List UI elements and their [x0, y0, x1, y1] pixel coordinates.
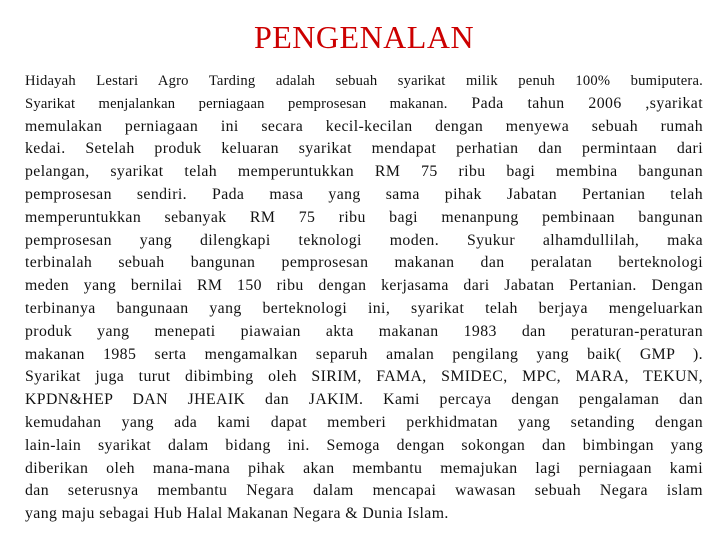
paragraph-line-20: yang maju sebagai Hub Halal Makanan Negara & Dunia Islam.: [25, 505, 449, 523]
paragraph-line-16: kemudahan yang ada kami dapat memberi perkhidmatan yang setanding dengan: [25, 413, 703, 431]
paragraph-line-19: dan seterusnya membantu Negara dalam mencapai wawasan sebuah Negara islam: [25, 482, 703, 500]
paragraph-line-13: makanan 1985 serta mengamalkan separuh amalan pengilang yang baik( GMP ).: [25, 345, 703, 363]
paragraph-line-2: [25, 93, 703, 116]
paragraph-line-8: pemprosesan yang dilengkapi teknologi moden. Syukur alhamdullilah, maka: [25, 231, 703, 249]
paragraph-line-11: terbinanya bangunaan yang berteknologi ini, syarikat telah berjaya mengeluarkan: [25, 299, 703, 317]
paragraph-line-2-part-2: Pada tahun 2006 ,syarikat: [447, 94, 703, 112]
paragraph-line-9: terbinalah sebuah bangunan pemprosesan makanan dan peralatan berteknologi: [25, 254, 703, 272]
paragraph-line-5: pelangan, syarikat telah memperuntukkan RM 75 ribu bagi membina bangunan: [25, 163, 703, 181]
paragraph-line-17: lain-lain syarikat dalam bidang ini. Semoga dengan sokongan dan bimbingan yang: [25, 436, 703, 454]
paragraph-line-3: memulakan perniagaan ini secara kecil-kecilan dengan menyewa sebuah rumah: [25, 117, 703, 135]
paragraph-line-2-part-1: Syarikat menjalankan perniagaan pemprosesan makanan.: [25, 95, 448, 112]
paragraph-line-4: kedai. Setelah produk keluaran syarikat mendapat perhatian dan permintaan dari: [25, 140, 703, 158]
paragraph-line-7: memperuntukkan sebanyak RM 75 ribu bagi menanpung pembinaan bangunan: [25, 208, 703, 226]
paragraph-line-1: Hidayah Lestari Agro Tarding adalah sebuah syarikat milik penuh 100% bumiputera.: [25, 73, 703, 89]
page-title: PENGENALAN: [253, 19, 475, 55]
paragraph-line-14: Syarikat juga turut dibimbing oleh SIRIM, FAMA, SMIDEC, MPC, MARA, TEKUN,: [25, 368, 703, 386]
paragraph-line-12: produk yang menepati piawaian akta makanan 1983 dan peraturan-peraturan: [25, 322, 703, 340]
paragraph-line-6: pemprosesan sendiri. Pada masa yang sama pihak Jabatan Pertanian telah: [25, 185, 703, 203]
paragraph-line-18: diberikan oleh mana-mana pihak akan membantu memajukan lagi perniagaan kami: [25, 459, 703, 477]
paragraph-line-10: meden yang bernilai RM 150 ribu dengan kerjasama dari Jabatan Pertanian. Dengan: [25, 277, 703, 295]
paragraph-line-15: KPDN&HEP DAN JHEAIK dan JAKIM. Kami percaya dengan pengalaman dan: [25, 391, 703, 409]
intro-paragraph: [25, 70, 703, 526]
